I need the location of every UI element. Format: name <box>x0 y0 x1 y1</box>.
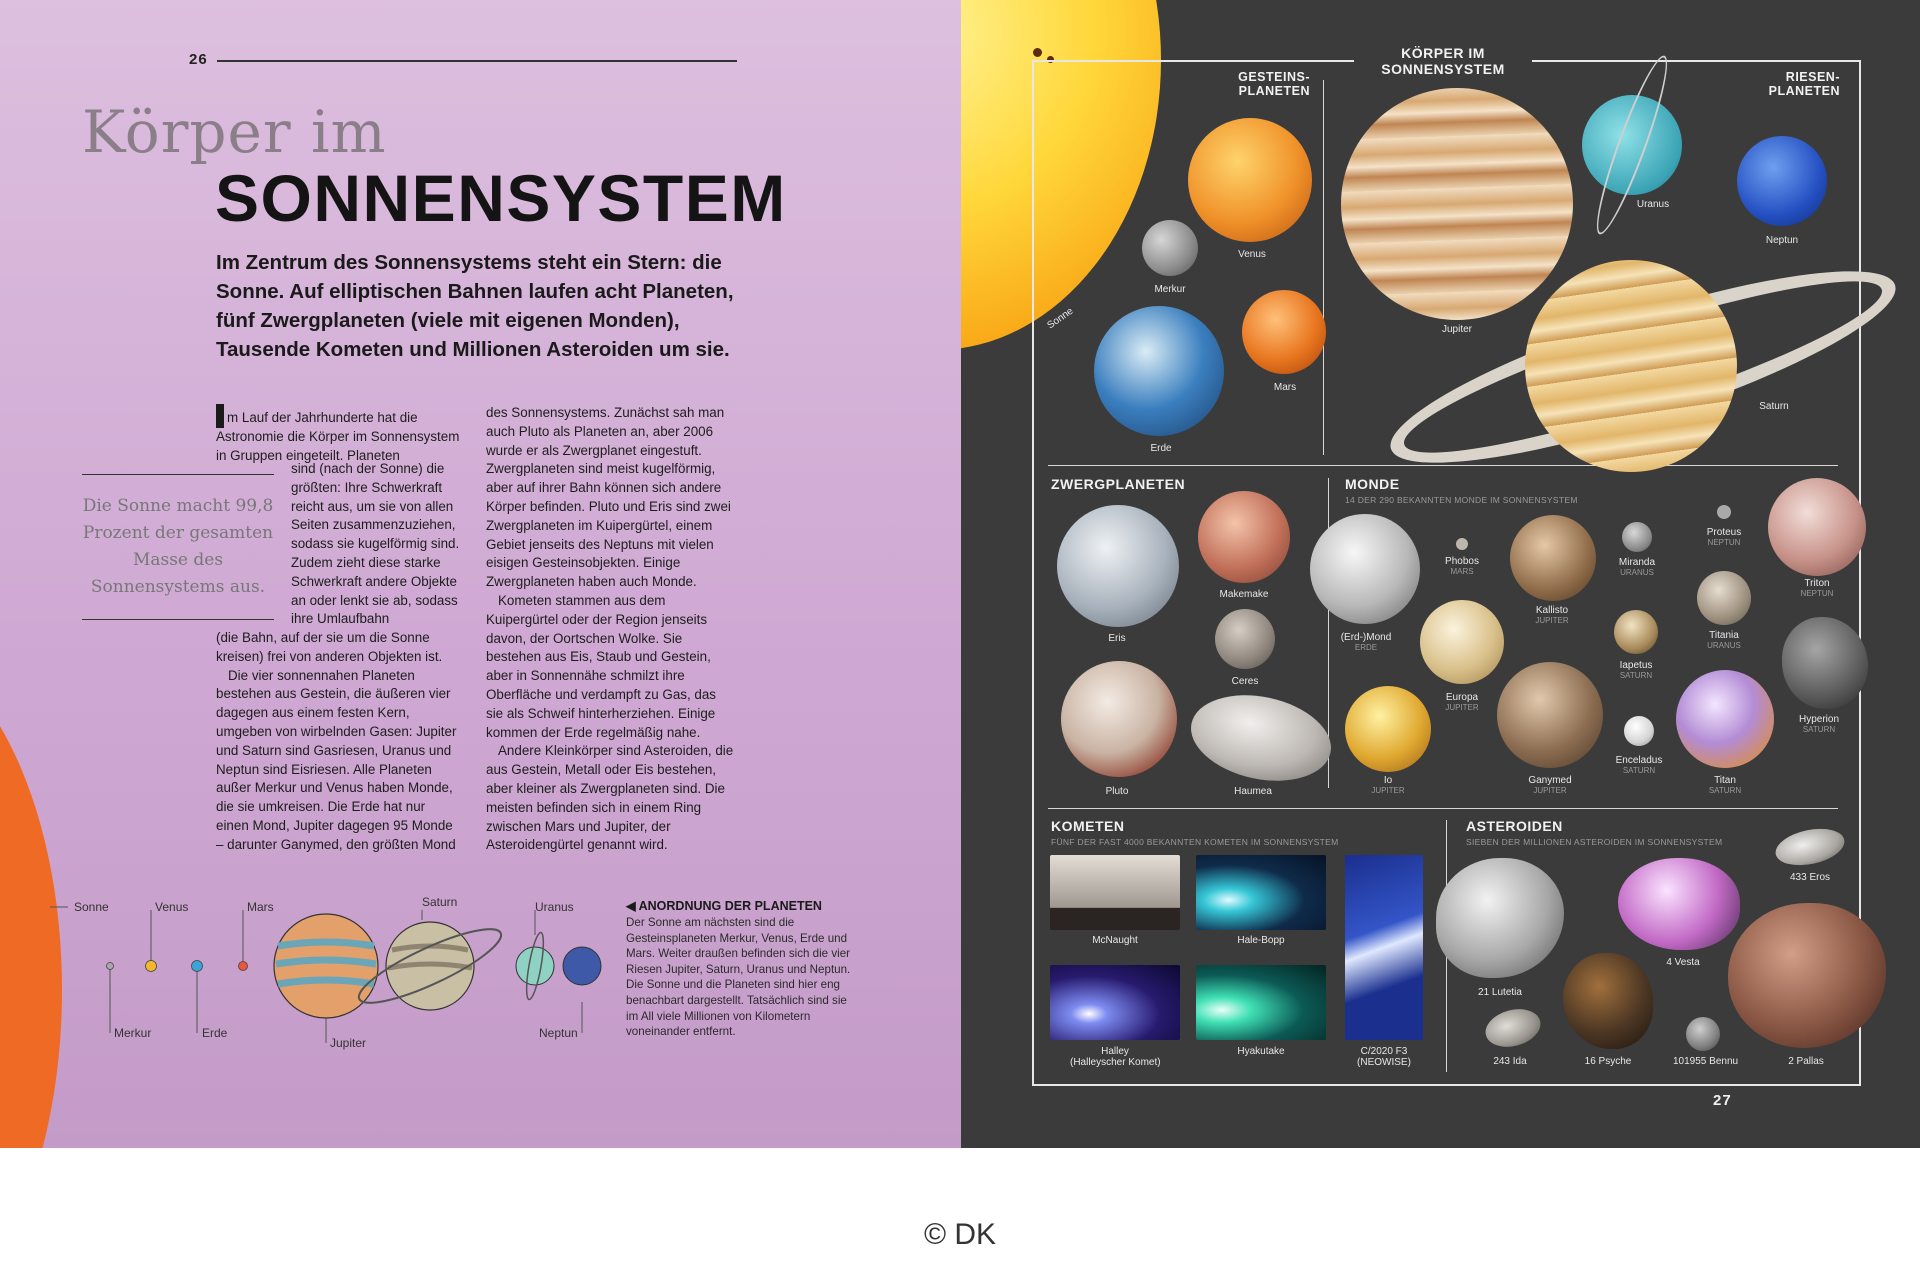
body-col2: des Sonnensystems. Zunächst sah man auch Pluto als Planeten an, aber 2006 wurde er als Zwergplanet eingestuft. Zwergplaneten sind meist kugelförmig, aber auf ihrer Bahn können sich andere Körper befinden. Pluto und Eris sind zwei Zwergplaneten im Kuipergürtel, einem Gebiet jenseits des Neptuns mit vielen eisigen Gesteinsobjekten. Einige Zwergplaneten haben auch Monde. Kometen stammen aus dem Kuipergürtel oder der Region jenseits davon, der Oortschen Wolke. Sie bestehen aus Eis, Staub und Gestein, aber in Sonnennähe schmilzt ihre Oberfläche und verdampft zu Gas, das sie als Schweif hinterherziehen. Einige kommen der Erde regelmäßig nahe. Andere Kleinkörper sind Asteroiden, die aus Gestein, Metall oder Eis bestehen, aber kleiner als Zwergplaneten sind. Die meisten befinden sich in einem Ring zwischen Mars und Jupiter, der Asteroidengürtel genannt wird. <box>486 405 734 853</box>
label-sonne: Sonne <box>1045 305 1076 332</box>
saturn-image <box>1525 260 1737 472</box>
label-neptun: Neptun <box>1765 235 1799 246</box>
jupiter-image <box>1341 88 1573 320</box>
divider-rock-giant <box>1323 80 1324 455</box>
label-hyakutake: Hyakutake <box>1237 1046 1285 1057</box>
label-saturn: Saturn <box>1759 401 1789 412</box>
label-mars: Mars <box>1273 382 1297 393</box>
halebopp-image <box>1196 855 1326 930</box>
label-pallas: 2 Pallas <box>1788 1056 1824 1067</box>
label-ganymed: Ganymed JUPITER <box>1528 775 1572 795</box>
kallisto-image <box>1510 515 1596 601</box>
label-bennu: 101955 Bennu <box>1673 1056 1739 1067</box>
makemake-image <box>1198 491 1290 583</box>
divider-row2 <box>1048 808 1838 809</box>
frame-title: KÖRPER IM SONNENSYSTEM <box>1381 45 1505 77</box>
label-neowise: C/2020 F3 (NEOWISE) <box>1357 1046 1411 1068</box>
header-rule <box>217 60 737 62</box>
label-makemake: Makemake <box>1219 589 1269 600</box>
pull-quote: Die Sonne macht 99,8 Prozent der gesamten Masse des Sonnensystems aus. <box>82 474 274 620</box>
section-kometen: KOMETEN <box>1051 818 1125 834</box>
diag-label-neptun: Neptun <box>539 1026 578 1040</box>
diag-label-saturn: Saturn <box>422 895 458 909</box>
label-haumea: Haumea <box>1234 786 1272 797</box>
label-hyperion: Hyperion SATURN <box>1798 714 1840 734</box>
label-eros: 433 Eros <box>1789 872 1831 883</box>
label-venus: Venus <box>1238 249 1266 260</box>
title-main: SONNENSYSTEM <box>215 161 787 235</box>
label-jupiter: Jupiter <box>1441 324 1472 335</box>
halley-image <box>1050 965 1180 1040</box>
pluto-image <box>1061 661 1177 777</box>
page-number-right: 27 <box>1713 1092 1732 1109</box>
diagram-caption-body: Der Sonne am nächsten sind die Gesteinsplaneten Merkur, Venus, Erde und Mars. Weiter draußen befinden sich die vier Riesen Jupiter, Saturn, Uranus und Neptun. Die Sonne und die Planeten sind hier eng benachbart dargestellt. Tatsächlich sind sie im All viele Millionen von Kilometern voneinander entfernt. <box>626 916 851 1039</box>
eris-image <box>1057 505 1179 627</box>
hyperion-image <box>1782 617 1868 709</box>
divider-row1 <box>1048 465 1838 466</box>
mcnaught-image <box>1050 855 1180 930</box>
ganymed-image <box>1497 662 1603 768</box>
ceres-image <box>1215 609 1275 669</box>
label-mond: (Erd-)Mond ERDE <box>1340 632 1392 652</box>
label-phobos: Phobos MARS <box>1445 556 1479 576</box>
label-titania: Titania URANUS <box>1707 630 1741 650</box>
monde-subtitle: 14 DER 290 BEKANNTEN MONDE IM SONNENSYSTEM <box>1345 495 1578 505</box>
label-halebopp: Hale-Bopp <box>1237 935 1285 946</box>
label-titan: Titan SATURN <box>1708 775 1742 795</box>
section-zwergplaneten: ZWERGPLANETEN <box>1051 476 1186 492</box>
kometen-subtitle: FÜNF DER FAST 4000 BEKANNTEN KOMETEN IM SONNENSYSTEM <box>1051 837 1339 847</box>
body-col1-bottom: (die Bahn, auf der sie um die Sonne kreisen) frei von anderen Objekten ist. Die vier sonnennahen Planeten bestehen aus Gestein, die äußeren vier dagegen aus einem festen Kern, umgeben von wirbelnden Gasen: Jupiter und Saturn sind Gasriesen, Uranus und Neptun sind Eisriesen. Alle Planeten außer Merkur und Venus haben Monde, die sie umkreisen. Die Erde hat nur einen Mond, Jupiter dagegen 95 Monde – darunter Ganymed, den größten Mond <box>216 630 457 852</box>
vesta-image <box>1618 858 1740 950</box>
label-pluto: Pluto <box>1105 786 1129 797</box>
mars-image <box>1242 290 1326 374</box>
label-io: Io JUPITER <box>1371 775 1405 795</box>
miranda-image <box>1622 522 1652 552</box>
body-col1-narrow: sind (nach der Sonne) die größten: Ihre Schwerkraft reicht aus, um sie von allen Seiten zusammenzuziehen, sodass sie kugelförmig sind. Zudem zieht diese starke Schwerkraft andere Objekte an oder lenkt sie ab, sodass ihre Umlaufbahn <box>291 461 460 627</box>
label-kallisto: Kallisto JUPITER <box>1535 605 1569 625</box>
neowise-image <box>1345 855 1423 1040</box>
label-miranda: Miranda URANUS <box>1618 557 1656 577</box>
diag-label-venus: Venus <box>155 900 189 914</box>
title-serif: Körper im <box>82 98 387 166</box>
label-iapetus: Iapetus SATURN <box>1619 660 1653 680</box>
label-europa: Europa JUPITER <box>1445 692 1479 712</box>
diagram-caption-title: ◀ ANORDNUNG DER PLANETEN <box>626 899 822 913</box>
diag-label-erde: Erde <box>202 1026 228 1040</box>
proteus-image <box>1717 505 1731 519</box>
label-erde: Erde <box>1150 443 1172 454</box>
neptun-image <box>1737 136 1827 226</box>
phobos-image <box>1456 538 1468 550</box>
section-monde: MONDE <box>1345 476 1400 492</box>
label-ceres: Ceres <box>1231 676 1259 687</box>
diag-label-jupiter: Jupiter <box>330 1036 367 1050</box>
page-number-left: 26 <box>189 51 208 68</box>
label-triton: Triton NEPTUN <box>1800 578 1834 598</box>
venus-image <box>1188 118 1312 242</box>
label-vesta: 4 Vesta <box>1666 957 1700 968</box>
copyright-notice: © DK <box>923 1218 997 1251</box>
titan-image <box>1676 670 1774 768</box>
erde-image <box>1094 306 1224 436</box>
triton-image <box>1768 478 1866 576</box>
mond-image <box>1310 514 1420 624</box>
io-image <box>1345 686 1431 772</box>
intro-paragraph: Im Zentrum des Sonnensystems steht ein Stern: die Sonne. Auf elliptischen Bahnen laufen acht Planeten, fünf Zwergplaneten (viele mit eigenen Monden), Tausende Kometen und Millionen Asteroiden um sie. <box>216 251 734 361</box>
iapetus-image <box>1614 610 1658 654</box>
diag-label-sonne: Sonne <box>74 900 109 914</box>
sunspot <box>1033 48 1042 57</box>
body-col1-top: m Lauf der Jahrhunderte hat die Astronomie die Körper im Sonnensystem in Gruppen eingeteilt. Planeten <box>216 404 460 466</box>
bennu-image <box>1686 1017 1720 1051</box>
label-ida: 243 Ida <box>1493 1056 1527 1067</box>
label-mcnaught: McNaught <box>1092 935 1138 946</box>
asteroiden-subtitle: SIEBEN DER MILLIONEN ASTEROIDEN IM SONNENSYSTEM <box>1466 837 1723 847</box>
enceladus-image <box>1624 716 1654 746</box>
europa-image <box>1420 600 1504 684</box>
label-merkur: Merkur <box>1154 284 1186 295</box>
left-page <box>0 0 961 1148</box>
hyakutake-image <box>1196 965 1326 1040</box>
diag-label-uranus: Uranus <box>535 900 574 914</box>
label-psyche: 16 Psyche <box>1584 1056 1632 1067</box>
label-uranus: Uranus <box>1636 199 1670 210</box>
titania-image <box>1697 571 1751 625</box>
diag-label-merkur: Merkur <box>114 1026 152 1040</box>
label-lutetia: 21 Lutetia <box>1478 987 1522 998</box>
section-gesteinsplaneten: GESTEINS- PLANETEN <box>1238 70 1310 98</box>
label-enceladus: Enceladus SATURN <box>1615 755 1663 775</box>
label-halley: Halley (Halleyscher Komet) <box>1070 1046 1161 1068</box>
label-proteus: Proteus NEPTUN <box>1706 527 1742 547</box>
section-asteroiden: ASTEROIDEN <box>1466 818 1563 834</box>
diag-label-mars: Mars <box>247 900 274 914</box>
label-eris: Eris <box>1108 633 1126 644</box>
merkur-image <box>1142 220 1198 276</box>
section-riesenplaneten: RIESEN- PLANETEN <box>1768 70 1840 98</box>
drop-cap <box>216 404 224 428</box>
